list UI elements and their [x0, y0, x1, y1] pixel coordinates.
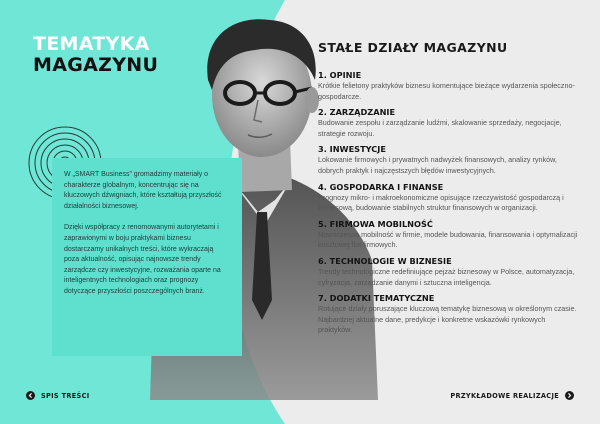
arrow-right-icon [565, 391, 574, 400]
section-description: Lokowanie firmowych i prywatnych nadwyżek finansowych, analizy rynków, dobrych praktyk i najczęstszych błędów inwestycyjnych. [318, 155, 557, 175]
prev-page-link[interactable] [26, 391, 90, 400]
section-description: Trendy technologiczne redefiniujące pejzaż biznesowy w Polsce, automatyzacja, cyfryzacja, zarządzanie danymi i sztuczna inteligencja. [318, 266, 575, 287]
section-heading: 3. INWESTYCJE [318, 144, 386, 155]
section-description: Nowoczesna mobilność w firmie, modele budowania, finansowania i optymalizacji kosztowej flot firmowych. [318, 229, 578, 250]
section-description: Rotujące działy poruszające kluczową tematykę biznesową w określonym czasie. Najbardziej aktualne dane, predykcje i konkretne wskazówki rynkowych praktyków. [318, 304, 577, 335]
section-heading: 4. GOSPODARKA I FINANSE [318, 181, 444, 192]
section-mobilnosc [318, 219, 580, 251]
title-line-2: MAGAZYNU [33, 54, 159, 76]
next-page-link[interactable] [450, 391, 574, 400]
intro-box [52, 158, 242, 356]
section-zarzadzanie [318, 107, 580, 139]
section-opinie [318, 70, 580, 102]
section-description: Krótkie felietony praktyków biznesu komentujące bieżące wydarzenia społeczno-gospodarcze. [318, 81, 575, 101]
page-title [33, 34, 158, 76]
section-heading: 2. ZARZĄDZANIE [318, 107, 396, 118]
section-heading: 6. TECHNOLOGIE W BIZNESIE [318, 255, 452, 266]
section-dodatki [318, 293, 580, 336]
sections-title: STAŁE DZIAŁY MAGAZYNU [318, 40, 508, 55]
section-inwestycje [318, 144, 580, 176]
sections-list [318, 40, 580, 341]
section-heading: 1. OPINIE [318, 70, 362, 80]
prev-page-label: SPIS TREŚCI [41, 391, 90, 400]
section-description: Budowanie zespołu i zarządzanie ludźmi, skalowanie sprzedaży, negocjacje, strategie rozwoju. [318, 118, 562, 138]
arrow-left-icon [26, 391, 35, 400]
title-line-1: TEMATYKA [33, 33, 150, 55]
intro-paragraph-2: Dzięki współpracy z renomowanymi autorytetami i zaprawionymi w boju praktykami biznesu dostarczamy unikalnych treści, które wykraczają poza aktualność, opisując najnowsze trendy zarządcze czy inwestycyjne, rozważania oparte na inteligentnych technologiach oraz prognozy dotyczące przyszłości poszczególnych branż. [64, 224, 221, 295]
section-heading: 7. DODATKI TEMATYCZNE [318, 293, 435, 304]
section-heading: 5. FIRMOWA MOBILNOŚĆ [318, 218, 433, 229]
intro-paragraph-1: W „SMART Business” gromadzimy materiały o charakterze globalnym, koncentrując się na kluczowych dźwigniach, które kształtują przyszłość działalności biznesowej. [64, 171, 222, 210]
section-technologie [318, 256, 580, 288]
section-description: Prognozy mikro- i makroekonomiczne opisujące rzeczywistość gospodarczą i biznesową, budowanie stabilnych struktur finansowych w organizacji. [318, 192, 564, 213]
next-page-label: PRZYKŁADOWE REALIZACJE [450, 391, 559, 400]
section-gospodarka [318, 182, 580, 214]
